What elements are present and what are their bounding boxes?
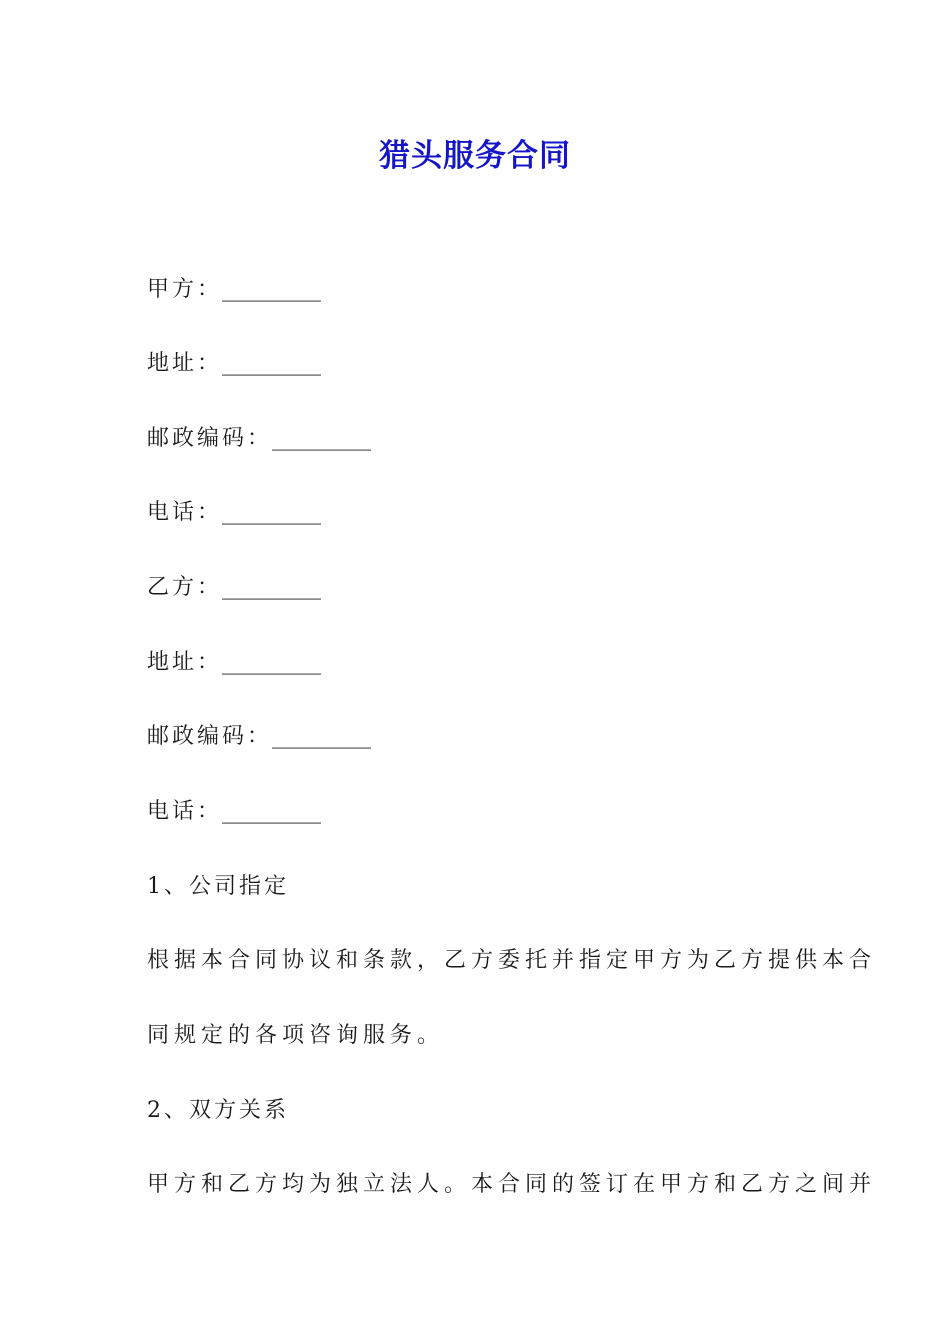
section-2-paragraph-line: 甲方和乙方均为独立法人。本合同的签订在甲方和乙方之间并 bbox=[147, 1172, 877, 1197]
party-a-address-label: 地址： bbox=[147, 351, 223, 376]
party-a-name-blank: _________ bbox=[222, 277, 322, 302]
party-a-name-line bbox=[147, 272, 321, 303]
party-b-phone-line bbox=[147, 794, 321, 825]
party-b-address-label: 地址： bbox=[147, 650, 223, 675]
party-a-phone-line bbox=[147, 495, 321, 526]
party-a-postcode-line bbox=[147, 421, 371, 452]
party-b-address-blank: _________ bbox=[222, 650, 322, 675]
document-title: 猎头服务合同 bbox=[379, 138, 571, 174]
section-2-heading: 2、双方关系 bbox=[147, 1098, 289, 1123]
party-b-postcode-blank: _________ bbox=[272, 724, 372, 749]
party-b-name-blank: _________ bbox=[222, 575, 322, 600]
party-b-phone-blank: _________ bbox=[222, 799, 322, 824]
party-b-name-label: 乙方： bbox=[147, 575, 223, 600]
party-b-address-line bbox=[147, 645, 321, 676]
party-a-phone-label: 电话： bbox=[147, 500, 223, 525]
party-b-postcode-line bbox=[147, 719, 371, 750]
section-1-heading: 1、公司指定 bbox=[147, 874, 289, 899]
party-a-phone-blank: _________ bbox=[222, 500, 322, 525]
party-b-name-line bbox=[147, 570, 321, 601]
party-b-phone-label: 电话： bbox=[147, 799, 223, 824]
party-a-postcode-blank: _________ bbox=[272, 426, 372, 451]
party-a-address-blank: _________ bbox=[222, 351, 322, 376]
section-1-paragraph-line: 同规定的各项咨询服务。 bbox=[147, 1023, 445, 1048]
party-a-name-label: 甲方： bbox=[147, 277, 223, 302]
party-a-address-line bbox=[147, 346, 321, 377]
party-a-postcode-label: 邮政编码： bbox=[147, 426, 273, 451]
section-1-paragraph-line: 根据本合同协议和条款，乙方委托并指定甲方为乙方提供本合 bbox=[147, 948, 877, 973]
party-b-postcode-label: 邮政编码： bbox=[147, 724, 273, 749]
